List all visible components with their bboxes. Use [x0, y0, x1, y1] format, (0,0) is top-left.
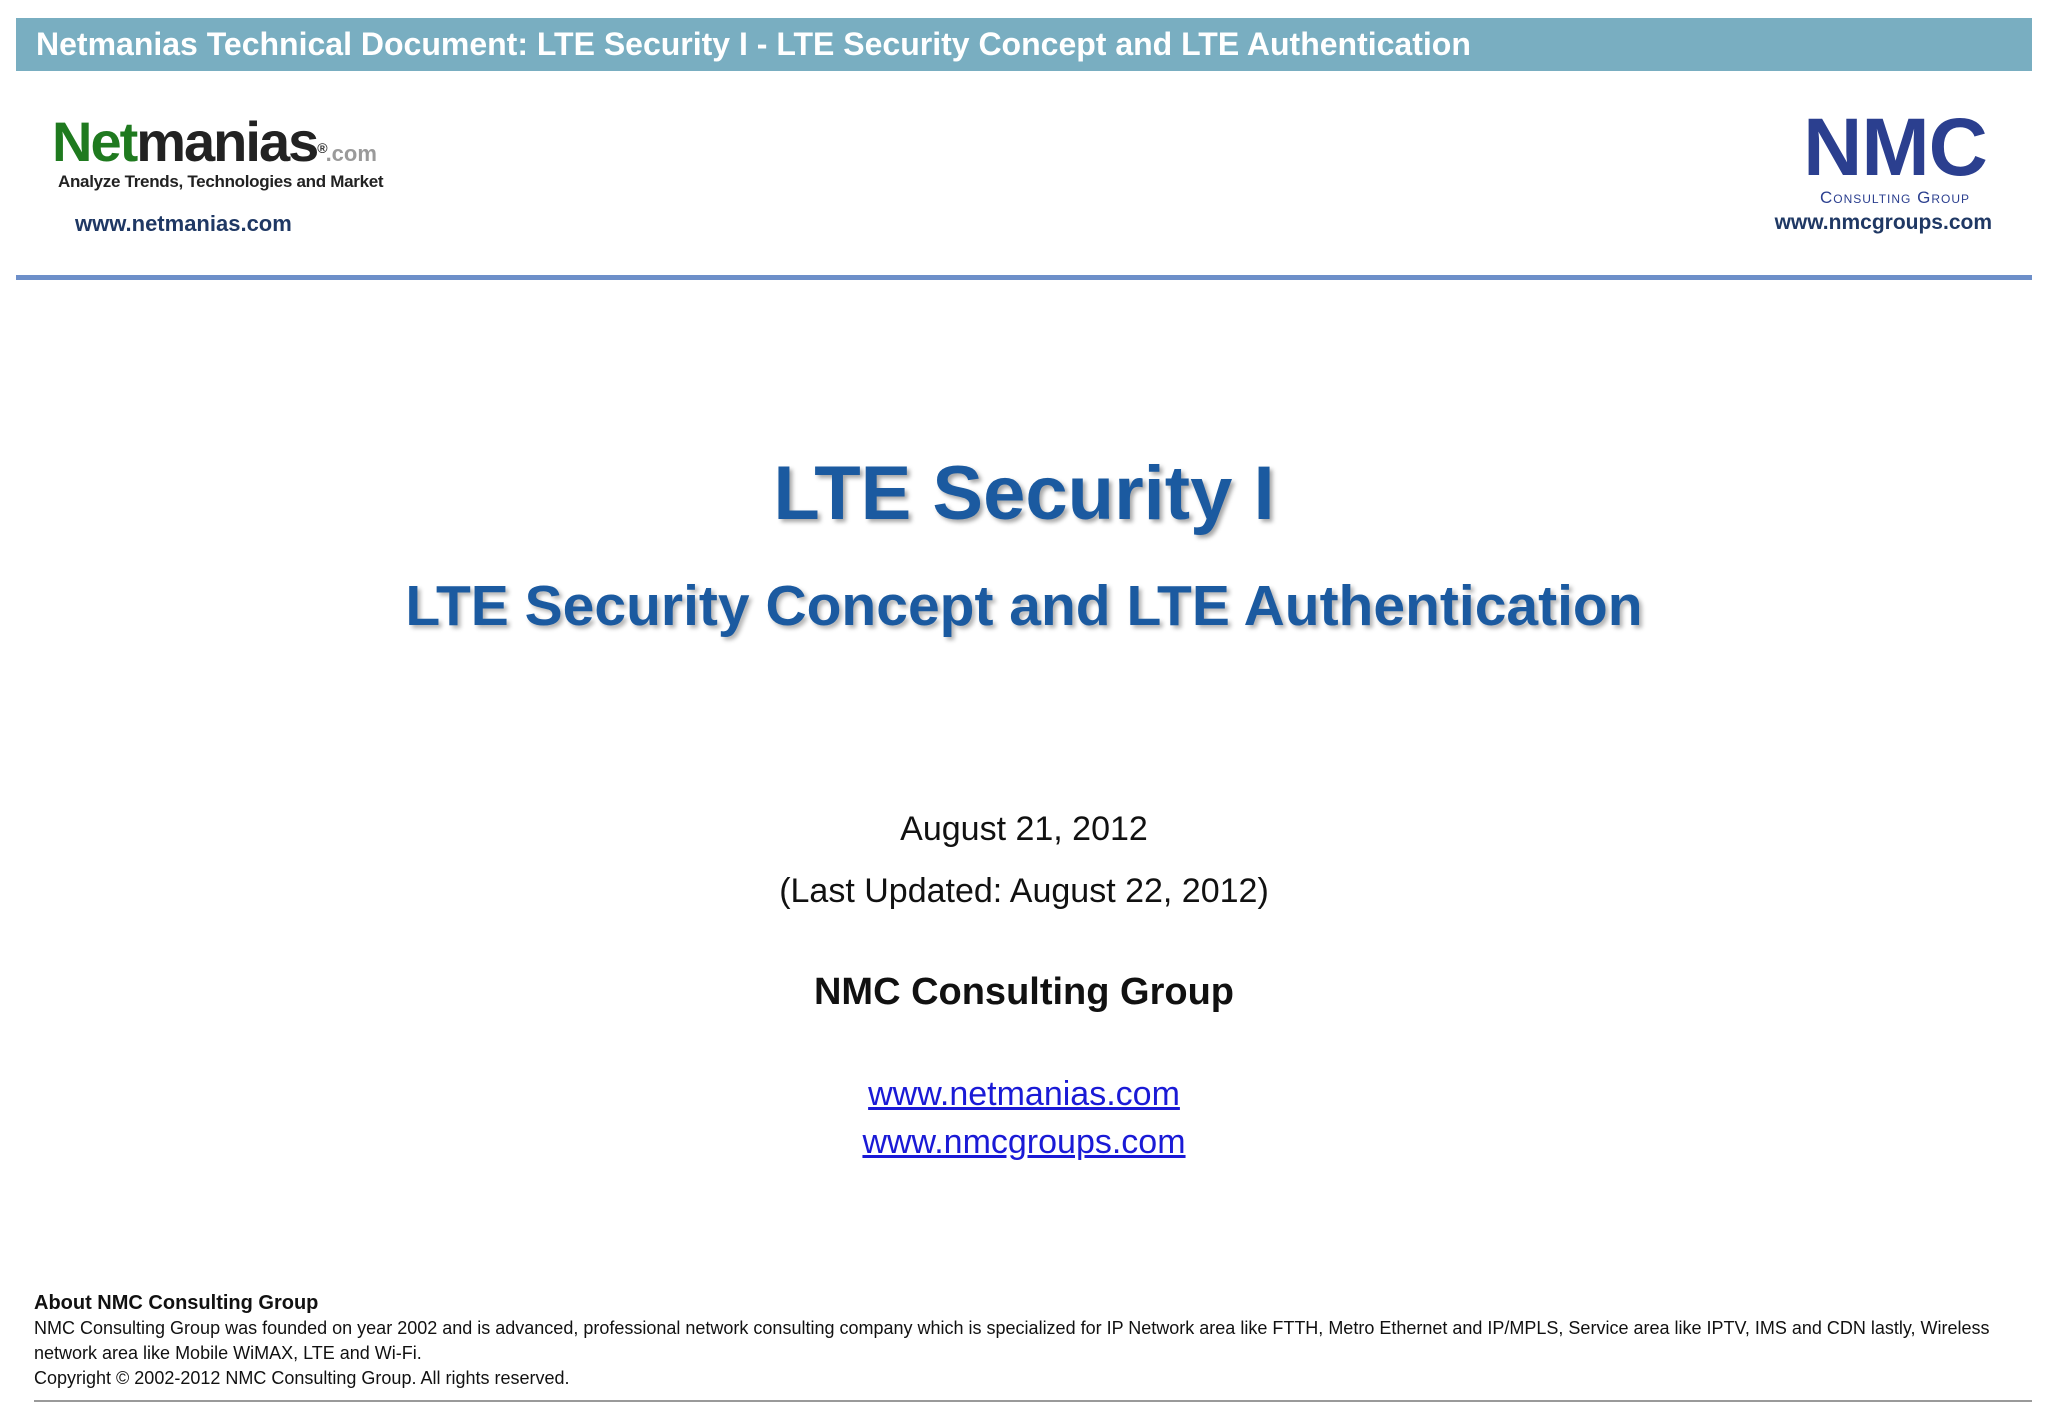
company-name: NMC Consulting Group: [813, 971, 1235, 1013]
header-divider: [16, 275, 2032, 280]
netmanias-url-header: www.netmanias.com: [75, 211, 292, 236]
nmcgroups-url-header: www.nmcgroups.com: [1774, 211, 1992, 234]
footer-divider: [34, 1400, 2032, 1402]
netmanias-link[interactable]: www.netmanias.com: [868, 1075, 1180, 1113]
document-header-title: Netmanias Technical Document: LTE Security I - LTE Security Concept and LTE Authentication: [36, 26, 1471, 62]
last-updated-date: (Last Updated: August 22, 2012): [779, 872, 1269, 910]
about-body: NMC Consulting Group was founded on year 2002 and is advanced, professional network consulting company which is specialized for IP Network area like FTTH, Metro Ethernet and IP/MPLS, Service area like IPTV, IMS and CDN lastly, Wireless network area like Mobile WiMAX, LTE and Wi-Fi.: [34, 1318, 1990, 1363]
about-heading: About NMC Consulting Group: [34, 1292, 319, 1314]
nmcgroups-link-row: [0, 1123, 2048, 1162]
netmanias-wordmark: Netmanias®.com: [52, 110, 377, 173]
nmc-logo-subtitle: Consulting Group: [1819, 188, 1970, 207]
netmanias-tagline: Analyze Trends, Technologies and Market: [58, 172, 384, 191]
netmanias-logo: [52, 112, 382, 197]
about-section: [34, 1290, 2014, 1391]
netmanias-link-row: [0, 1075, 2048, 1114]
document-title: LTE Security I: [773, 451, 1275, 536]
copyright-notice: Copyright © 2002-2012 NMC Consulting Group. All rights reserved.: [34, 1368, 570, 1388]
publish-date: August 21, 2012: [900, 810, 1148, 848]
document-subtitle: LTE Security Concept and LTE Authentication: [405, 574, 1643, 638]
nmcgroups-link[interactable]: www.nmcgroups.com: [862, 1123, 1186, 1161]
header-bar: [16, 18, 2032, 71]
nmc-logo-mark: NMC: [1803, 102, 1987, 193]
nmc-logo: [1800, 102, 1990, 208]
